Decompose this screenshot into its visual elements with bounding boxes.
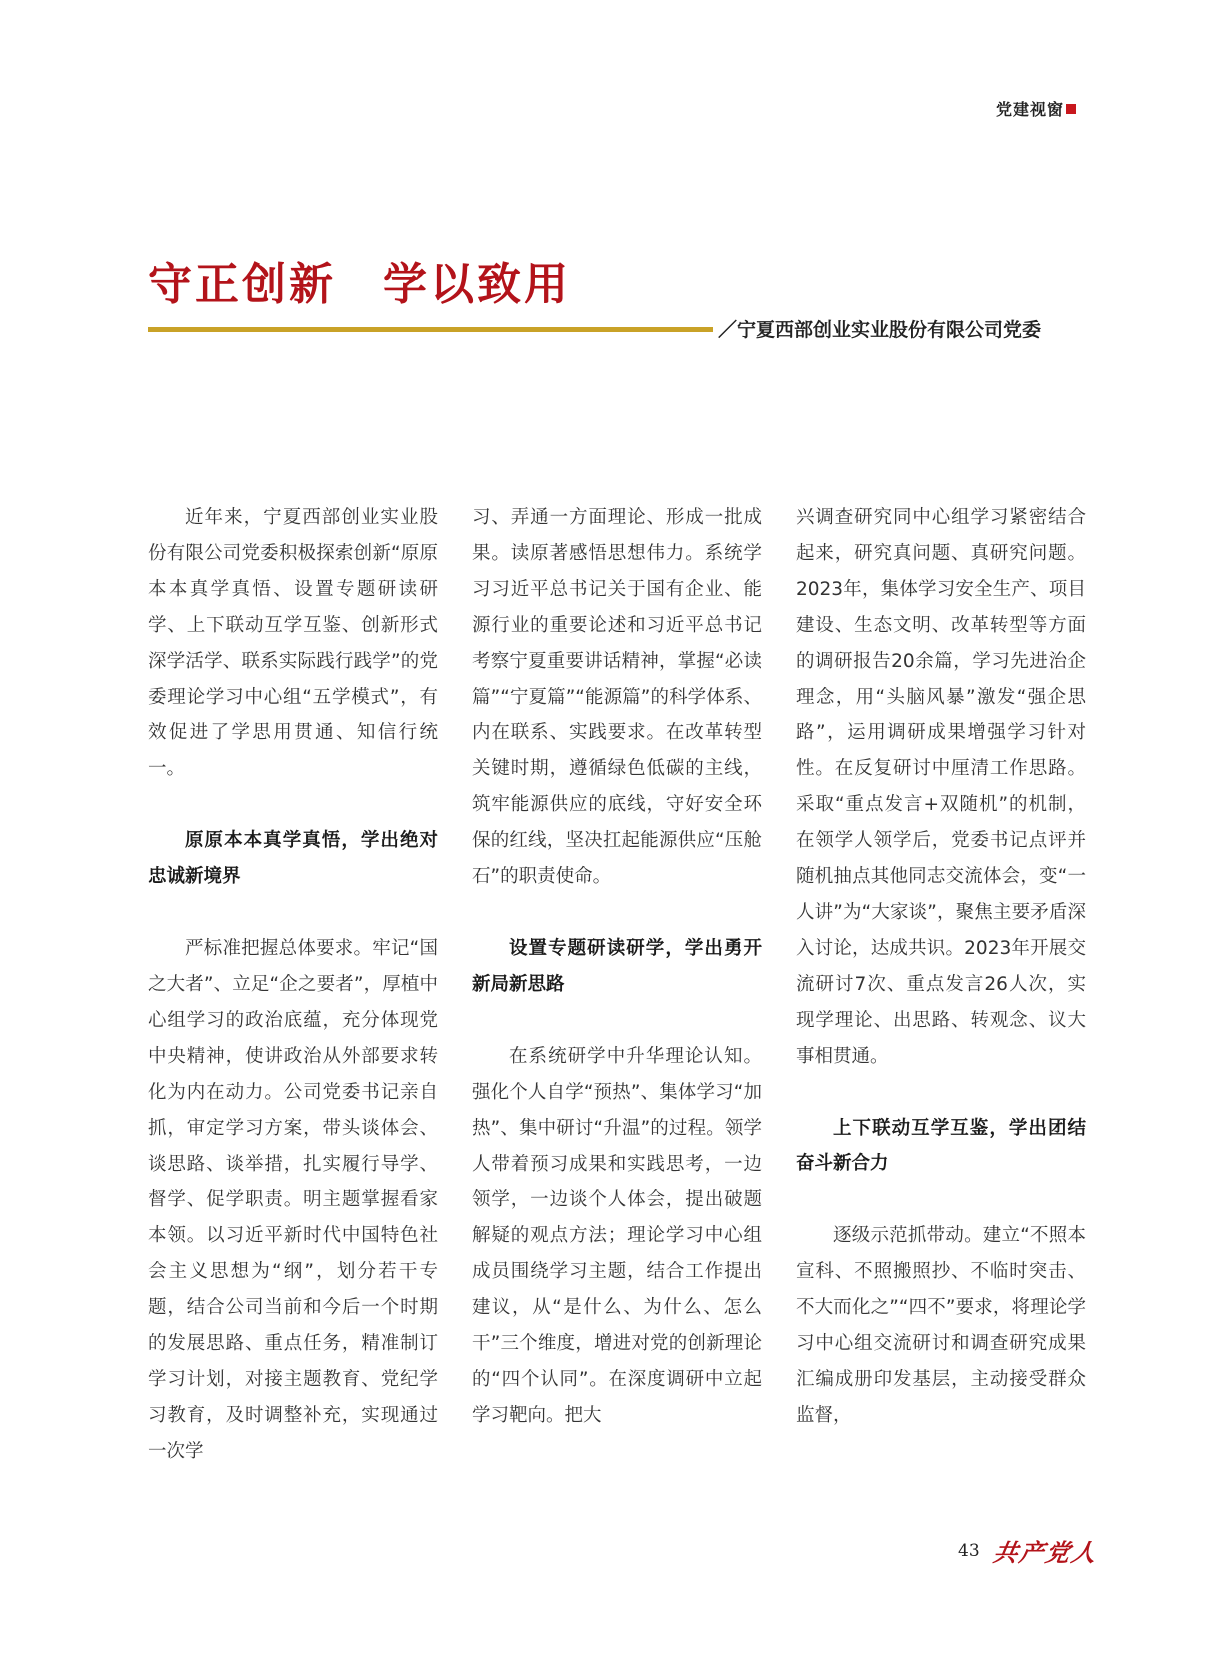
section-heading: 原原本本真学真悟，学出绝对忠诚新境界 xyxy=(148,830,438,888)
article-title: 守正创新 学以致用 xyxy=(148,259,571,310)
paragraph: 逐级示范抓带动。建立“不照本宣科、不照搬照抄、不临时突击、不大而化之”“四不”要求，将理论学习中心组交流研讨和调查研究成果汇编成册印发基层，主动接受群众监督， xyxy=(796,1225,1086,1426)
paragraph: 习、弄通一方面理论、形成一批成果。读原著感悟思想伟力。系统学习习近平总书记关于国有企业、能源行业的重要论述和习近平总书记考察宁夏重要讲话精神，掌握“必读篇”“宁夏篇”“能源篇”的科学体系、内在联系、实践要求。在改革转型关键时期，遵循绿色低碳的主线，筑牢能源供应的底线，守好安全环保的红线，坚决扛起能源供应“压舱石”的职责使命。 xyxy=(472,507,762,888)
text-column-3 xyxy=(796,500,1086,1434)
text-column-1 xyxy=(148,500,438,1470)
text-column-2 xyxy=(472,500,762,1434)
section-tag xyxy=(996,97,1076,120)
magazine-logo: 共产党人 xyxy=(990,1538,1100,1567)
paragraph: 近年来，宁夏西部创业实业股份有限公司党委积极探索创新“原原本本真学真悟、设置专题研读研学、上下联动互学互鉴、创新形式深学活学、联系实际践行践学”的党委理论学习中心组“五学模式”，有效促进了学思用贯通、知信行统一。 xyxy=(148,507,438,780)
section-tag-label: 党建视窗 xyxy=(995,100,1064,119)
paragraph: 在系统研学中升华理论认知。强化个人自学“预热”、集体学习“加热”、集中研讨“升温”的过程。领学人带着预习成果和实践思考，一边领学，一边谈个人体会，提出破题解疑的观点方法；理论学习中心组成员围绕学习主题，结合工作提出建议，从“是什么、为什么、怎么干”三个维度，增进对党的创新理论的“四个认同”。在深度调研中立起学习靶向。把大 xyxy=(472,1045,762,1426)
section-heading: 上下联动互学互鉴，学出团结奋斗新合力 xyxy=(796,1117,1086,1175)
page-footer xyxy=(958,1533,1098,1568)
article-byline: ／宁夏西部创业实业股份有限公司党委 xyxy=(718,319,1042,341)
section-heading: 设置专题研读研学，学出勇开新局新思路 xyxy=(472,937,762,995)
paragraph: 严标准把握总体要求。牢记“国之大者”、立足“企之要者”，厚植中心组学习的政治底蕴，充分体现党中央精神，使讲政治从外部要求转化为内在动力。公司党委书记亲自抓，审定学习方案，带头谈体会、谈思路、谈举措，扎实履行导学、督学、促学职责。明主题掌握看家本领。以习近平新时代中国特色社会主义思想为“纲”，划分若干专题，结合公司当前和今后一个时期的发展思路、重点任务，精准制订学习计划，对接主题教育、党纪学习教育，及时调整补充，实现通过一次学 xyxy=(148,938,438,1462)
red-square-icon xyxy=(1066,104,1076,114)
paragraph: 兴调查研究同中心组学习紧密结合起来，研究真问题、真研究问题。2023年，集体学习安全生产、项目建设、生态文明、改革转型等方面的调研报告20余篇，学习先进治企理念，用“头脑风暴”激发“强企思路”，运用调研成果增强学习针对性。在反复研讨中厘清工作思路。采取“重点发言+双随机”的机制，在领学人领学后，党委书记点评并随机抽点其他同志交流体会，变“一人讲”为“大家谈”，聚焦主要矛盾深入讨论，达成共识。2023年开展交流研讨7次、重点发言26人次，实现学理论、出思路、转观念、议大事相贯通。 xyxy=(796,507,1086,1067)
title-underline xyxy=(148,327,713,332)
page-number: 43 xyxy=(958,1540,980,1561)
